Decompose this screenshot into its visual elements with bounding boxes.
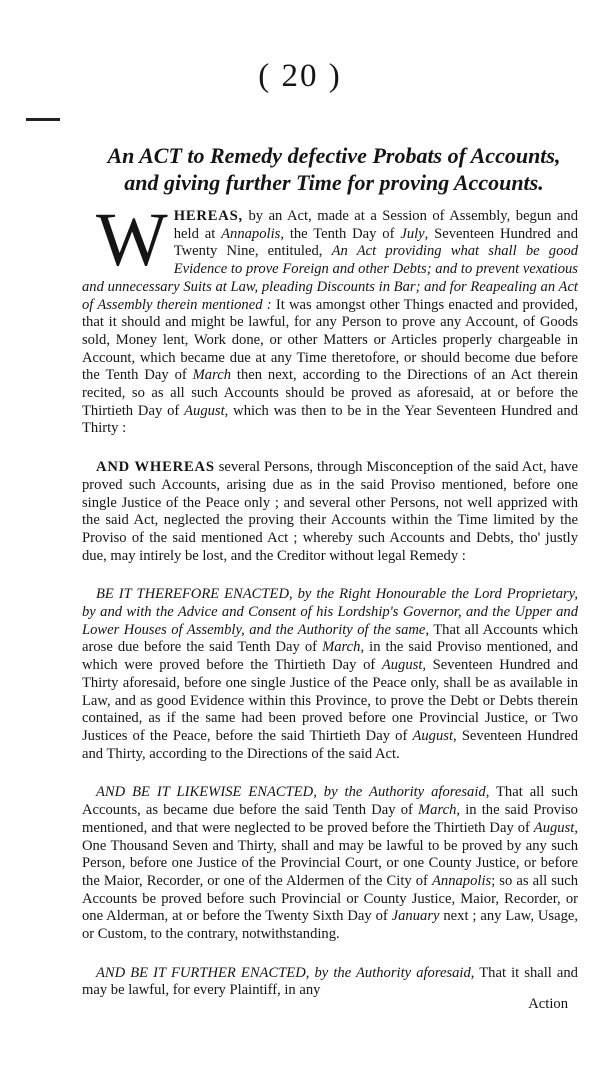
page-number: ( 20 ) <box>258 58 342 94</box>
and-whereas-lead: AND WHEREAS <box>96 459 215 476</box>
month-name: March <box>322 639 361 656</box>
margin-mark <box>26 118 60 121</box>
month-name: August <box>381 657 423 674</box>
paragraph-enacted <box>82 586 578 763</box>
month-name: March <box>418 802 457 819</box>
text-run: , the Tenth Day of <box>280 225 401 242</box>
title-line-2: and giving further Time for proving Accounts. <box>124 170 544 195</box>
drop-cap: W <box>96 198 168 282</box>
month-name: August <box>533 819 575 836</box>
text-run: , in the said Proviso mentioned, and that were neglected to be proved before the Thirtieth Day of <box>82 802 578 836</box>
catchword: Action <box>528 996 568 1013</box>
cited-act-title: An Act providing what shall be good Evidence to prove Foreign and other Debts; and to prevent vexatious and unnecessary Suits at Law, pleading Discounts in Bar; and for Reapealing an Act of Assembly therein mentioned : <box>82 243 578 313</box>
paragraph-and-whereas <box>82 459 578 565</box>
text-run: ; so as all such Accounts be proved before such Provincial or County Justice, Maior, Recorder, or one Alderman, at or before the Twenty Sixth Day of <box>82 872 578 925</box>
text-run: It was amongst other Things enacted and provided, that it should and might be lawful, for any Person to prove any Account, of Goods sold, Money lent, Work done, or other Matters or Articles properly chargeable in Account, which became due at any Time theretofore, or should become due before the Tenth Day of <box>82 296 578 384</box>
paragraph-further-enacted <box>82 965 578 1000</box>
text-run: next ; any Law, Usage, or Custom, to the contrary, notwithstanding. <box>82 908 578 943</box>
text-run: , Seventeen Hundred and Thirty, according to the Directions of the said Act. <box>82 727 579 762</box>
text-run: , Seventeen Hundred and Thirty aforesaid, before one single Justice of the Peace only, shall be as available in Law, and as good Evidence within this Province, to prove the Debt or Debts therein contained, as if the same had been proved before one Provincial Justice, or Two Justices of the Peace, before the said Thirtieth Day of <box>82 657 578 744</box>
text-run: , One Thousand Seven and Thirty, shall and may be lawful to be proved by any such Person, before one Justice of the Provincial Court, or one County Justice, or before the Maior, Recorder, or one of the Aldermen of the City of <box>82 819 578 889</box>
text-run: , which was then to be in the Year Seventeen Hundred and Thirty : <box>82 402 578 437</box>
document-body <box>82 198 579 1014</box>
further-clause: AND BE IT FURTHER ENACTED, by the Authority aforesaid, <box>96 964 475 981</box>
paragraph-whereas <box>82 198 579 438</box>
text-run: That all Accounts which arose due before the said Tenth Day of <box>82 621 579 656</box>
whereas-lead: HEREAS, <box>173 208 243 224</box>
title-line-1: An ACT to Remedy defective Probats of Accounts, <box>107 143 561 168</box>
month-name: March <box>192 367 231 384</box>
month-name: August <box>412 727 454 744</box>
place-name: Annapolis <box>221 225 281 242</box>
place-name: Annapolis <box>432 872 492 889</box>
enacting-clause: BE IT THEREFORE ENACTED, by the Right Honourable the Lord Proprietary, by and with the Advice and Consent of his Lordship's Governor, and the Upper and Lower Houses of Assembly, and the Authority of the same, <box>82 586 578 638</box>
text-run: That all such Accounts, as became due before the said Tenth Day of <box>82 784 578 819</box>
paragraph-likewise-enacted <box>82 784 578 943</box>
text-run: , in the said Proviso mentioned, and which were proved before the Thirtieth Day of <box>82 639 578 674</box>
month-name: January <box>391 908 440 925</box>
text-run: by an Act, made at a Session of Assembly, begun and held at <box>173 208 578 242</box>
act-title <box>84 142 584 196</box>
month-name: August <box>184 402 225 419</box>
month-name: July <box>400 225 425 242</box>
text-run: , Seventeen Hundred and Twenty Nine, entituled, <box>173 225 578 260</box>
text-run: then next, according to the Directions of an Act therein recited, so as all such Accounts should be proved as aforesaid, at or before the Thirtieth Day of <box>82 367 579 419</box>
likewise-clause: AND BE IT LIKEWISE ENACTED, by the Authority aforesaid, <box>96 784 490 801</box>
text-run: That it shall and may be lawful, for every Plaintiff, in any <box>82 964 578 999</box>
text-run: several Persons, through Misconception of the said Act, have proved such Accounts, arising due as in the said Proviso mentioned, before one single Justice of the Peace only ; and several other Persons, not well apprized with the said Act, neglected the proving their Accounts within the Time limited by the Proviso of the said mentioned Act ; whereby such Accounts and Debts, tho' justly due, may intirely be lost, and the Creditor without legal Remedy : <box>82 459 578 564</box>
